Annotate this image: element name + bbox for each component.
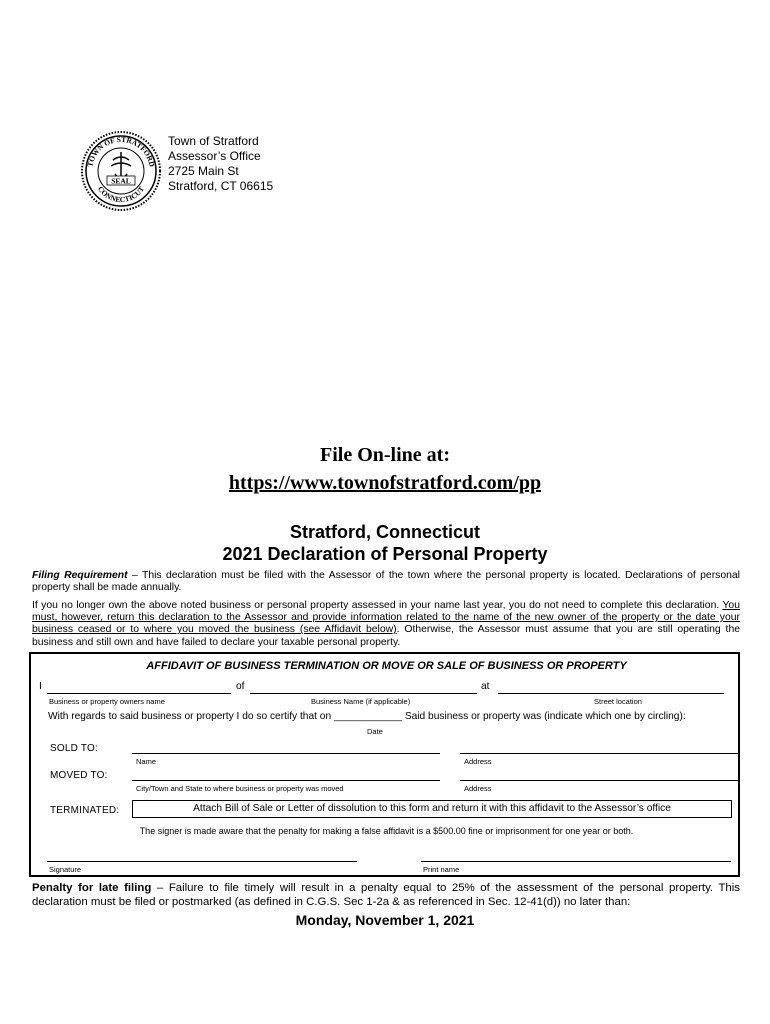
terminated-instructions: Attach Bill of Sale or Letter of dissolution to this form and return it with this affidavit to the Assessor’s office [132,800,732,818]
no-longer-text-underlined: You must, however, return this declaration to the Assessor and provide information related to the name of the new owner of the property or the date your business ceased or to where you moved the business (see Affidavit below) [32,600,740,636]
file-online-link[interactable]: https://www.townofstratford.com/pp [228,472,542,494]
filing-requirement-text: – This declaration must be filed with the Assessor of the town where the personal property is located. Declarations of personal property shall be made annually. [32,570,740,594]
page-title-location: Stratford, Connecticut [289,522,480,542]
signature-caption: Signature [49,865,82,874]
owner-name-field[interactable] [47,693,231,694]
page-title: 2021 Declaration of Personal Property [222,544,548,564]
address-caption: Address [464,757,492,766]
print-name-caption: Print name [423,865,460,874]
town-seal-icon [80,130,162,212]
affidavit-box [29,652,740,877]
false-affidavit-note: The signer is made aware that the penalty for making a false affidavit is a $500.00 fine or imprisonment for one year or both. [139,826,634,836]
office-address [168,134,273,194]
certify-text: With regards to said business or property I do so certify that on [48,711,332,722]
owner-caption: Business or property owners name [49,697,165,706]
name-caption: Name [136,757,157,766]
moved-to-label[interactable]: MOVED TO: [50,770,108,781]
business-name-field[interactable] [250,693,477,694]
print-name-field[interactable] [421,861,731,862]
date-caption: Date [367,727,383,736]
address-caption-2: Address [464,784,492,793]
filing-requirement-label: Filing Requirement [32,570,128,581]
late-filing-label: Penalty for late filing [32,882,152,894]
seal-center-text: SEAL [111,176,131,186]
no-longer-own-paragraph [32,600,740,649]
signature-field[interactable] [47,861,357,862]
moved-to-address-field[interactable] [460,780,740,781]
late-filing-paragraph [32,881,740,909]
street-caption: Street location [594,697,642,706]
certify-statement [48,711,686,722]
certify-tail: Said business or property was (indicate which one by circling): [404,711,686,722]
seal-text-top: TOWN OF STRATFORD [85,134,157,168]
late-filing-text: – Failure to file timely will result in a penalty equal to 25% of the assessment of the personal property. This declaration must be filed or postmarked (as defined in C.G.S. Sec 1-2a & as referenced in Sec. 12-41(d)) no later than: [32,882,740,908]
file-online-label: File On-line at: [320,444,450,466]
business-caption: Business Name (if applicable) [311,697,411,706]
no-longer-text-a: If you no longer own the above noted business or personal property assessed in your name last year, you do not need to complete this declaration. [32,600,723,611]
city-caption: City/Town and State to where business or property was moved [136,784,344,793]
filing-deadline: Monday, November 1, 2021 [295,912,475,928]
moved-to-city-field[interactable] [132,780,440,781]
at-label: at [481,681,490,692]
i-label: I [39,681,42,692]
office-line-1: Town of Stratford [168,134,259,148]
street-location-field[interactable] [498,693,724,694]
of-label: of [236,681,245,692]
sold-to-label[interactable]: SOLD TO: [50,743,98,754]
office-line-2: Assessor’s Office [168,149,261,163]
seal-text-bottom: CONNECTICUT [95,184,147,205]
affidavit-title: AFFIDAVIT OF BUSINESS TERMINATION OR MOVE OR SALE OF BUSINESS OR PROPERTY [146,660,627,672]
terminated-label[interactable]: TERMINATED: [50,805,120,816]
no-longer-text-b: . Otherwise, the Assessor must assume that you are still operating the business and still own and have failed to declare your taxable personal property. [32,624,741,648]
office-line-3: 2725 Main St [168,164,239,178]
date-field[interactable]: ____________ [333,711,402,722]
office-line-4: Stratford, CT 06615 [168,179,274,193]
filing-requirement-paragraph [32,570,740,594]
sold-to-address-field[interactable] [460,753,740,754]
sold-to-name-field[interactable] [132,753,440,754]
